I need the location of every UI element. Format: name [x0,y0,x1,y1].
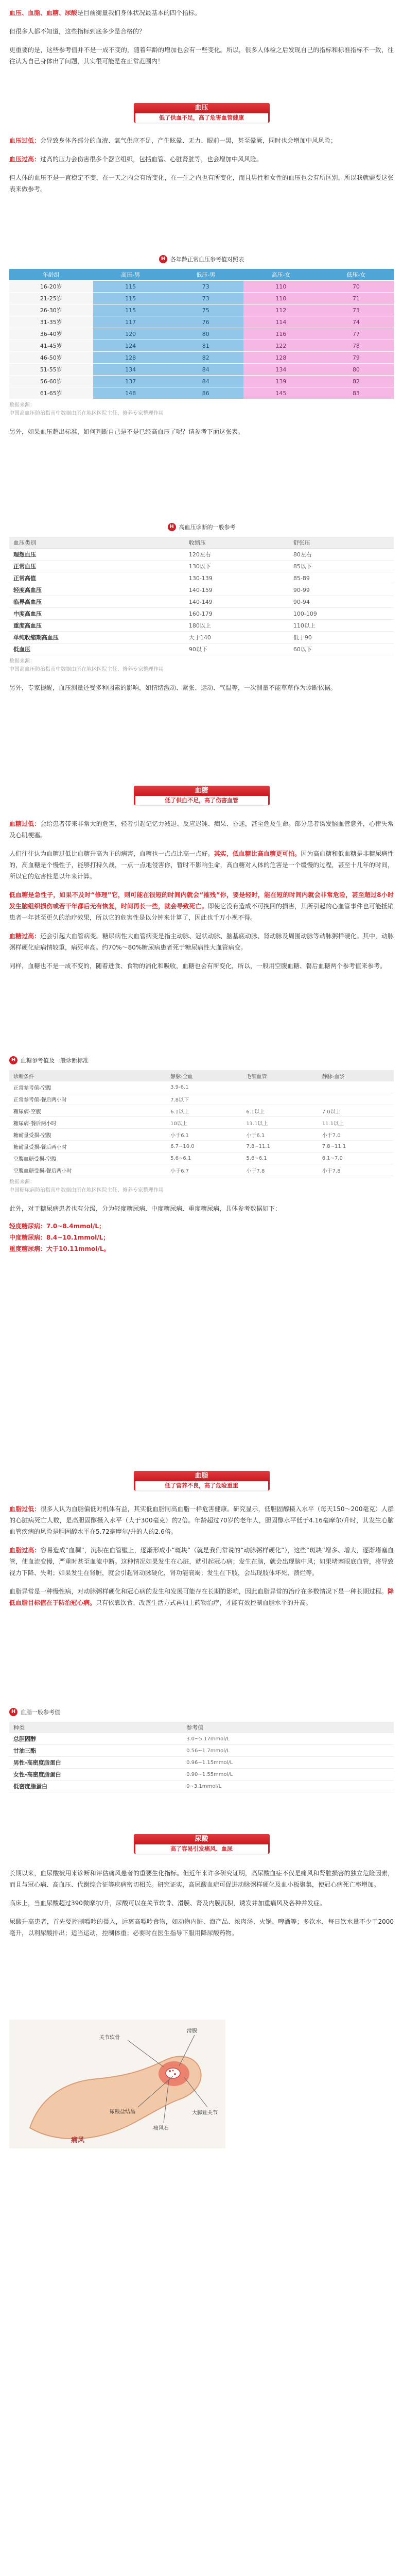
bp-note: 数据来源： 中国高血压防治指南中数据由所在地区医院主任、修养专家整理作用 [9,402,164,416]
table-cell: 0~3.1mmol/L [182,1781,394,1792]
table-cell: 115 [93,304,168,316]
dx-table-row [9,572,394,584]
lipid-high: 血脂过高：容易造成“血稠”，沉积在血管壁上，逐渐形成小“斑块”（就是我们常说的“动脉粥样硬化”），这些“斑块”增多、增大，逐渐堵塞血管，使血流变慢，严重时甚至血流中断。这种情况如果发生在心脏，就引起冠心病；发生在脑，就会出现脑中风；如果堵塞眼底血管，将导致视力下降、失明；如果发生在肾脏，就会引起肾动脉硬化，肾功能衰竭；发生在下肢，会出现肢体坏死、溃烂等。 [9,1547,394,1577]
table-cell: 6.1以上 [242,1105,318,1117]
table-cell: 51-55岁 [9,364,93,376]
table-cell: 117 [93,316,168,328]
table-cell: 77 [319,328,394,340]
table-cell: 临界高血压 [9,596,185,608]
table-cell: 低于90 [289,632,394,643]
table-cell: 41-45岁 [9,340,93,352]
table-cell: 5.6~6.1 [242,1153,318,1164]
lipid-table-row [9,1781,394,1792]
table-cell: 75 [168,304,243,316]
lipid-banner: 血脂 低了营养不良，高了危险重重 [134,1471,270,1490]
glu-low: 血糖过低：会给患者带来非常大的危害，轻者引起记忆力减退、反应迟钝、痴呆、昏迷，甚至危及生命。部分患者诱发脑血管意外，心律失常及心肌梗塞。 [9,820,394,839]
diagram-label: 尿酸盐结晶 [110,2109,135,2115]
uric-p1: 长期以来，血尿酸被用来诊断和评估痛风患者的重要生化指标。但近年来许多研究证明，高尿酸血症不仅是痛风和肾脏损害的独立危险因素，而且与冠心病、高血压、代谢综合征等疾病密切相关。研究证实，高尿酸血症可促进动脉粥样硬化及血小板聚集，使冠心病死亡率增加。 [9,1870,394,1888]
table-cell: 7.8以下 [166,1093,242,1105]
glu-low-danger: 低血糖是急性子，如果不及时“修理”它，则可能在很短的时间内就会“摧残”你，要是轻时，能在短的时间内就会非常危险，甚至超过8小时发生脑组织损伤或若干年都后无有恢复，时间再长一些，就会导致死亡。即使它没有造成不可挽回的损害，其所引起的心血管事件也可能抵销患者一年甚至更久的治疗效果，所以它的危害性是以分钟来计算了，因此也千万小视不得。 [9,891,394,921]
table-cell: 小于6.7 [166,1164,242,1176]
table-cell: 7.8~11.1 [242,1141,318,1153]
table-cell: 糖尿病-空腹 [9,1105,166,1117]
bp-table-row [9,340,394,352]
table-cell: 128 [243,352,319,364]
table-cell: 正常血压 [9,561,185,572]
lipid-table-section [9,1705,394,1792]
table-cell: 空腹血糖受损-空腹 [9,1153,166,1164]
table-cell: 79 [319,352,394,364]
table-cell: 78 [319,340,394,352]
uric-text [9,1868,394,1939]
table-cell: 85以下 [289,561,394,572]
table-cell: 轻度高血压 [9,584,185,596]
table-cell: 71 [319,293,394,304]
dx-table [9,537,394,655]
table-cell: 137 [93,376,168,387]
glu-banner-wrap [9,786,394,807]
table-cell: 重度高血压 [9,620,185,632]
table-cell: 85-89 [289,572,394,584]
table-cell: 148 [93,387,168,399]
bp-table-row [9,304,394,316]
bp-low: 血压过低：会导致身体各部分的血液、氧气供应不足，产生眩晕、无力、眼前一黑，甚至晕厥，同时也会增加中风风险； [9,137,337,144]
table-cell: 134 [93,364,168,376]
table-cell: 小于7.0 [318,1129,394,1141]
bp-table-row [9,376,394,387]
glu-table-row [9,1141,394,1153]
glu-table-row [9,1117,394,1129]
table-cell: 100-109 [289,608,394,620]
bp-table-row [9,281,394,293]
table-cell: 160-179 [185,608,289,620]
bp-table-head: 年龄组 高压-男 低压-男 高压-女 低压-女 [9,269,394,281]
grade-severe: 重度糖尿病：大于10.11mmol/L。 [9,1245,110,1252]
table-cell: 116 [243,328,319,340]
intro-p2: 但很多人都不知道，这些指标到底多少是合格的？ [9,28,146,35]
diagram-label: 痛风石 [153,2126,169,2131]
lipid-norm: 血脂异常是一种慢性病，对动脉粥样硬化和冠心病的发生和发展可能存在长期的影响，因此血脂异常的治疗在多数情况下是一种长期过程。降低血脂目标值在于防治冠心病。只有依靠饮食、改善生活方式再加上药物治疗，才能有效控制血脂水平的升高。 [9,1588,394,1606]
dx-table-row [9,596,394,608]
table-cell: 83 [319,387,394,399]
table-cell: 小于6.1 [242,1129,318,1141]
bp-table-title-bar: H 各年龄正常血压参考值对照表 [9,252,394,266]
table-cell: 110 [243,281,319,293]
table-cell: 0.90~1.55mmol/L [182,1769,394,1781]
table-cell: 115 [93,281,168,293]
table-cell: 140-159 [185,584,289,596]
lipid-table-title-bar: H 血脂一般参考值 [9,1705,394,1719]
diagram-caption: 痛风 [71,2137,85,2144]
table-cell: 5.6~6.1 [166,1153,242,1164]
bp-table-row [9,293,394,304]
bp-measure: 另外，专家提醒，血压测量还受多种因素的影响，如情绪激动、紧张、运动、气温等，一次测量不能草草作为诊断依据。 [9,684,337,691]
lipid-table-head: 种类 参考值 [9,1722,394,1733]
glu-high: 血糖过高：还会引起大血管病变。糖尿病性大血管病变是指主动脉、冠状动脉、脑基底动脉、肾动脉及周围动脉等动脉粥样硬化。其中，动脉粥样硬化症病情较重，病死率高。约70%～80%糖尿病患者死于糖尿病性大血管病变。 [9,933,394,951]
table-cell [242,1081,318,1093]
table-cell: 6.7~10.0 [166,1141,242,1153]
table-cell: 31-35岁 [9,316,93,328]
table-cell: 73 [168,281,243,293]
h-icon: H [9,1056,17,1064]
table-cell: 糖耐量受损-餐后两小时 [9,1141,166,1153]
table-cell: 11.1以上 [242,1117,318,1129]
table-cell: 大于140 [185,632,289,643]
table-cell: 低血压 [9,643,185,655]
bp-table [9,269,394,399]
glu-text [9,818,394,972]
dx-table-row [9,608,394,620]
table-cell: 低密度脂蛋白 [9,1781,182,1792]
intro [9,7,394,67]
lipid-table [9,1722,394,1792]
uric-banner: 尿酸 高了容易引发痛风、血尿 [134,1834,270,1854]
table-cell: 90以下 [185,643,289,655]
bp-age-text: 但人体的血压不是一直稳定不变，在一天之内会有所变化，在一生之内也有所变化，而且男性和女性的血压也会有所区别，所以我就需要这张表来做参考。 [9,174,394,193]
diagram-label: 关节软骨 [99,2035,120,2041]
table-cell: 114 [243,316,319,328]
table-cell [318,1093,394,1105]
bp-banner-wrap [9,103,394,124]
crystal-deposit [166,2068,180,2078]
uric-p2: 临床上，当血尿酸超过390微摩尔/升，尿酸可以在关节软骨、滑膜、肾及内膜沉积，诱发并加重痛风及各种并发症。 [9,1900,326,1907]
uric-banner-wrap [9,1834,394,1855]
table-cell: 小于7.8 [242,1164,318,1176]
table-cell: 3.9-6.1 [166,1081,242,1093]
table-cell: 180以上 [185,620,289,632]
table-cell: 130以下 [185,561,289,572]
intro-p1: 血压、血脂、血糖、尿酸是目前衡量我们身体状况最基本的四个指标。 [9,9,201,16]
bp-text [9,135,394,195]
table-cell: 56-60岁 [9,376,93,387]
dx-table-row [9,561,394,572]
table-cell: 110以上 [289,620,394,632]
table-cell: 82 [168,352,243,364]
dx-section [9,520,394,693]
glu-table-row [9,1093,394,1105]
table-cell: 0.96~1.15mmol/L [182,1757,394,1769]
table-cell: 115 [93,293,168,304]
table-cell: 单纯收缩期高血压 [9,632,185,643]
glu-table-title-bar: H 血糖参考值及一般诊断标准 [9,1054,394,1067]
table-cell: 80 [168,328,243,340]
table-cell: 中度高血压 [9,608,185,620]
table-cell [318,1081,394,1093]
diagram-label: 大脚趾关节 [192,2110,218,2116]
bp-high: 血压过高：过高的压力会伤害很多个器官组织，包括血管、心脏肾脏等，也会增加中风风险。 [9,156,263,163]
glu-index: 人们往往认为血糖过低比血糖升高为主的病害，血糖也一点点比高一点好。其实，低血糖比高血糖更可怕。因为高血糖和低血糖是非糖尿病性的，高血糖是个慢性子，能够打持久战，一点一点地侵害你，暂时不影响生命，高血糖对人体的危害是一个缓慢的过程，甚至十几年的时间，所以它的危害性是以年来计算。 [9,850,394,880]
table-cell: 120 [93,328,168,340]
table-cell: 90-99 [289,584,394,596]
table-cell: 正常参考值-餐后两小时 [9,1093,166,1105]
table-cell: 理想血压 [9,549,185,561]
dx-title-bar: H 高血压诊断的一般参考 [9,520,394,534]
glu-table-row [9,1081,394,1093]
table-cell: 76 [168,316,243,328]
table-cell: 81 [168,340,243,352]
dx-table-row [9,632,394,643]
table-cell: 134 [243,364,319,376]
glu-banner: 血糖 低了供血不足，高了伤害血管 [134,786,270,805]
table-cell: 112 [243,304,319,316]
h-icon: H [168,523,176,531]
table-cell: 61-65岁 [9,387,93,399]
lipid-table-row [9,1745,394,1757]
h-icon: H [159,255,167,263]
dx-table-row [9,643,394,655]
table-cell: 7.0以上 [318,1105,394,1117]
bp-question: 另外，如果血压超出标准，如何判断自己是不是已经高血压了呢？请参考下面这张表。 [9,428,244,435]
glu-grade: 此外，对于糖尿病患者也有分级，分为轻度糖尿病、中度糖尿病、重度糖尿病，具体参考数据如下： [9,1205,282,1212]
table-cell: 0.56~1.7mmol/L [182,1745,394,1757]
table-cell: 6.1~7.0 [318,1153,394,1164]
bp-table-row [9,328,394,340]
table-cell: 正常高值 [9,572,185,584]
table-cell: 73 [168,293,243,304]
table-cell: 10以上 [166,1117,242,1129]
table-cell: 小于6.1 [166,1129,242,1141]
intro-p3: 更重要的是，这些参考值并不是一成不变的，随着年龄的增加也会有一些变化。所以，很多人体检之后发现自己的指标和标准指标不一致，往往认为自己身体出了问题，其实很可能是在正常范围内！ [9,46,394,65]
grade-mild: 轻度糖尿病：7.0~8.4mmol/L； [9,1223,105,1230]
uric-p3: 尿酸升高患者，首先要控制嘌呤的摄入，远离高嘌呤食物，如动物内脏、海产品、浓肉汤、火锅、啤酒等；多饮水，每日饮水量不少于2000毫升，以利尿酸排出；适当运动，控制体重；必要时在医生指导下服用降尿酸药物。 [9,1918,394,1937]
dx-table-row [9,549,394,561]
table-cell: 122 [243,340,319,352]
table-cell: 26-30岁 [9,304,93,316]
table-cell [242,1093,318,1105]
table-cell: 36-40岁 [9,328,93,340]
gout-foot-illustration [9,2020,225,2148]
glu-note: 数据来源： 中国糖尿病防治指南中数据由所在地区医院主任、修养专家整理作用 [9,1179,164,1193]
table-cell: 46-50岁 [9,352,93,364]
glu-table-row [9,1153,394,1164]
glu-table-row [9,1129,394,1141]
table-cell: 6.1以上 [166,1105,242,1117]
bp-banner: 血压 低了供血不足，高了危害血管健康 [134,103,270,123]
table-cell: 男性-高密度脂蛋白 [9,1757,182,1769]
table-cell: 7.8~11.1 [318,1141,394,1153]
table-cell: 糖耐量受损-空腹 [9,1129,166,1141]
bp-table-section [9,252,394,437]
glu-table-head: 诊断条件 静脉-全血 毛细血管 静脉-血浆 [9,1070,394,1081]
lipid-table-row [9,1769,394,1781]
table-cell: 60以下 [289,643,394,655]
table-cell: 正常参考值-空腹 [9,1081,166,1093]
table-cell: 128 [93,352,168,364]
diagram-label: 滑膜 [187,2028,197,2034]
lipid-text [9,1503,394,1608]
table-cell: 糖尿病-餐后两小时 [9,1117,166,1129]
grade-moderate: 中度糖尿病：8.4~10.1mmol/L； [9,1234,110,1241]
table-cell: 小于7.8 [318,1164,394,1176]
dx-table-row [9,584,394,596]
glu-table-row [9,1105,394,1117]
table-cell: 84 [168,364,243,376]
table-cell: 74 [319,316,394,328]
dx-note: 数据来源： 中国高血压防治指南中数据由所在地区医院主任、修养专家整理作用 [9,658,164,672]
table-cell: 120左右 [185,549,289,561]
table-cell: 甘油三酯 [9,1745,182,1757]
table-cell: 空腹血糖受损-餐后两小时 [9,1164,166,1176]
table-cell: 16-20岁 [9,281,93,293]
table-cell: 139 [243,376,319,387]
table-cell: 84 [168,376,243,387]
table-cell: 80左右 [289,549,394,561]
table-cell: 90-94 [289,596,394,608]
table-cell: 3.0~5.17mmol/L [182,1733,394,1745]
bp-table-row [9,316,394,328]
bp-table-row [9,387,394,399]
lipid-table-row [9,1757,394,1769]
table-cell: 70 [319,281,394,293]
glu-table-section [9,1054,394,1255]
table-cell: 110 [243,293,319,304]
glu-age: 同样，血糖也不是一成不变的，随着进食、食物的消化和吸收，血糖也会有所变化，所以，一般用空腹血糖、餐后血糖两个参考值来参考。 [9,962,387,970]
glu-table-row [9,1164,394,1176]
table-cell: 124 [93,340,168,352]
table-cell: 130-139 [185,572,289,584]
table-cell: 73 [319,304,394,316]
lipid-low: 血脂过低：很多人认为血脂偏低对机体有益，其实低血脂同高血脂一样危害健康。研究显示，低胆固醇摄入水平（每天150～200毫克）人群的心脏病死亡人数，是高胆固醇摄入水平（大于300毫克）的2倍。年龄超过70岁的老年人，胆固醇水平低于4.16毫摩尔/升时，其发生心脑血管疾病的风险是胆固醇水平在5.72毫摩尔/升的人的2.6倍。 [9,1505,394,1535]
table-cell: 21-25岁 [9,293,93,304]
lipid-table-row [9,1733,394,1745]
glu-table [9,1070,394,1176]
bp-table-row [9,364,394,376]
dx-table-head: 血压类别 收缩压 舒张压 [9,537,394,549]
table-cell: 80 [319,364,394,376]
table-cell: 86 [168,387,243,399]
table-cell: 11.1以上 [318,1117,394,1129]
table-cell: 145 [243,387,319,399]
table-cell: 总胆固醇 [9,1733,182,1745]
h-icon: H [9,1708,17,1716]
table-cell: 女性-高密度脂蛋白 [9,1769,182,1781]
bp-table-row [9,352,394,364]
table-cell: 140-149 [185,596,289,608]
lipid-banner-wrap [9,1471,394,1492]
gout-diagram [9,2020,394,2154]
dx-table-row [9,620,394,632]
table-cell: 82 [319,376,394,387]
